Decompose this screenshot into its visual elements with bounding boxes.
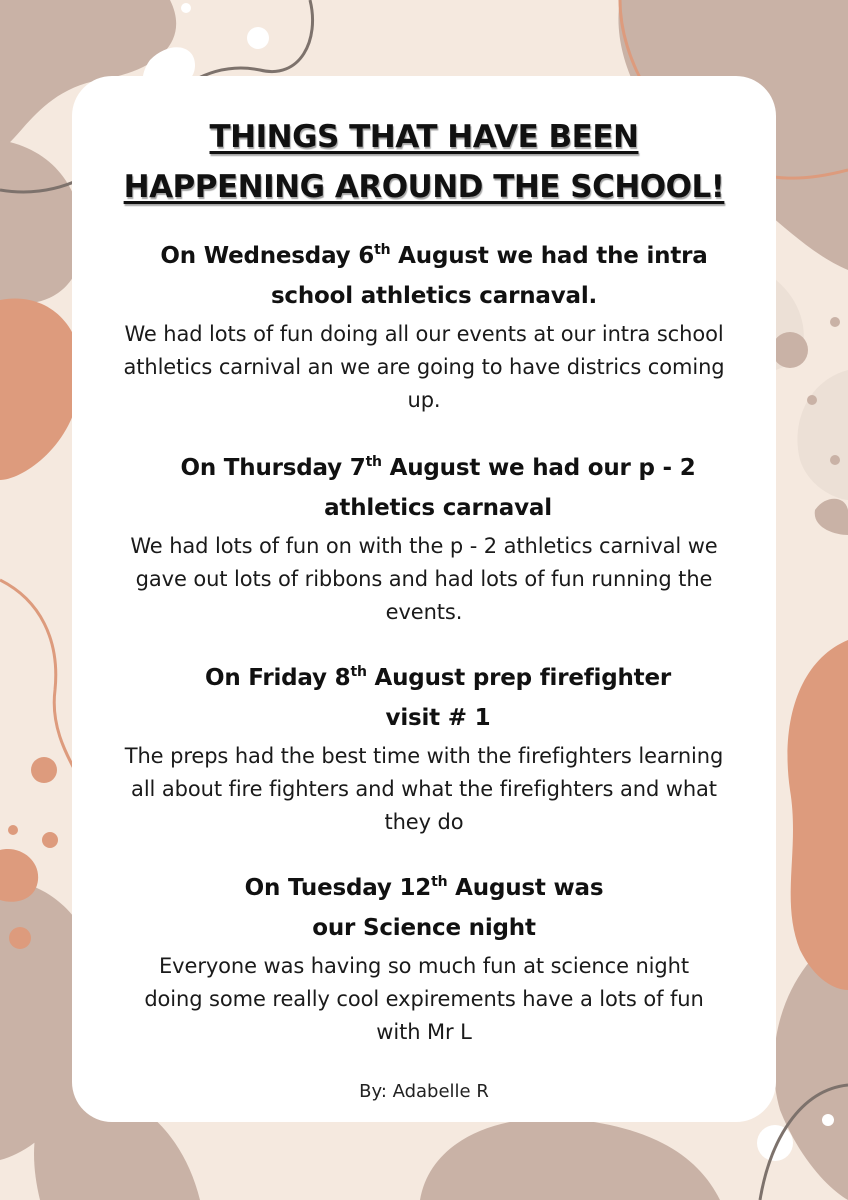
- body-line: all about fire fighters and what the firefighters and what: [131, 777, 717, 801]
- body-line: doing some really cool expirements have a lots of fun: [144, 987, 704, 1011]
- body-line: The preps had the best time with the firefighters learning: [124, 744, 724, 768]
- heading-line: athletics carnaval: [324, 495, 552, 521]
- dot-shape: [181, 3, 191, 13]
- event-body: [80, 318, 768, 417]
- event-heading: [14, 658, 848, 738]
- heading-line: school athletics carnaval.: [270, 283, 598, 309]
- dot-shape: [822, 1114, 834, 1126]
- body-line: events.: [385, 600, 463, 624]
- heading-line: visit # 1: [385, 705, 491, 731]
- dot-shape: [807, 395, 817, 405]
- dot-shape: [8, 825, 18, 835]
- heading-line: our Science night: [312, 915, 536, 941]
- body-line: with Mr L: [376, 1020, 472, 1044]
- body-line: We had lots of fun doing all our events at our intra school: [124, 322, 724, 346]
- heading-line: On Thursday 7th August we had our p - 2: [180, 454, 696, 481]
- body-line: athletics carnival an we are going to have districs coming: [123, 355, 725, 379]
- title-line: HAPPENING AROUND THE SCHOOL!: [123, 169, 725, 205]
- heading-line: On Wednesday 6th August we had the intra: [160, 242, 708, 269]
- page-title: [0, 112, 848, 212]
- event-heading: [0, 868, 848, 948]
- dot-shape: [31, 757, 57, 783]
- body-line: they do: [384, 810, 464, 834]
- body-line: up.: [407, 388, 441, 412]
- body-line: Everyone was having so much fun at science night: [159, 954, 689, 978]
- event-heading: [14, 448, 848, 528]
- author-byline: By: Adabelle R: [359, 1081, 489, 1102]
- body-line: We had lots of fun on with the p - 2 athletics carnival we: [130, 534, 718, 558]
- title-line: THINGS THAT HAVE BEEN: [209, 119, 639, 155]
- dot-shape: [247, 27, 269, 49]
- event-body: [80, 740, 768, 839]
- dot-shape: [830, 317, 840, 327]
- body-line: gave out lots of ribbons and had lots of fun running the: [135, 567, 713, 591]
- dot-shape: [757, 1125, 793, 1161]
- event-body: [80, 530, 768, 629]
- event-body: [80, 950, 768, 1049]
- dot-shape: [42, 832, 58, 848]
- blob-shape: [420, 1118, 720, 1200]
- dot-shape: [772, 332, 808, 368]
- event-heading: [10, 236, 848, 316]
- heading-line: On Tuesday 12th August was: [244, 874, 604, 901]
- heading-line: On Friday 8th August prep firefighter: [204, 664, 672, 691]
